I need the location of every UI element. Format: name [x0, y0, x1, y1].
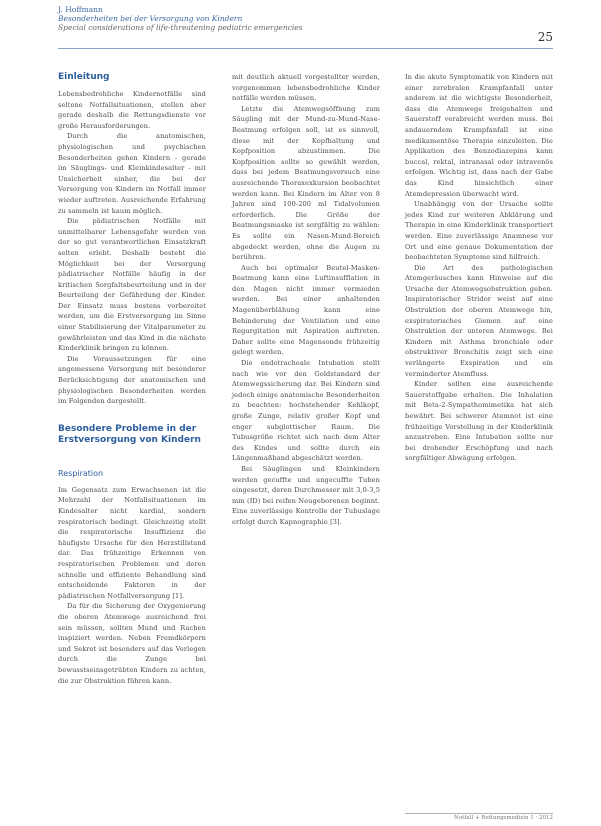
header-subtitle: Special considerations of life-threatening pediatric emergencies [58, 23, 303, 32]
paragraph: Bei Säuglingen und Kleinkindern werden gecuffte und ungecuffte Tuben eingesetzt, deren Durchmesser mit 3,0-3,5 mm (ID) bei reifen Neugeborenen beginnt. Eine zuverlässige Kontrolle der Tubuslage erfolgt durch Kapnographie [3]. [232, 464, 380, 526]
paragraph: Im Gegensatz zum Erwachsenen ist die Mehrzahl der Notfallsituationen im Kindesalter nicht kardial, sondern respiratorisch bedingt. Gleichzeitig stellt die respiratorische Insuffizienz die häufigste Ursache für den Herzstillstand dar. Das frühzeitige Erkennen von respiratorischen Problemen und deren schnelle und effiziente Behandlung sind entscheidende Faktoren in der pädiatrischen Notfallversorgung [1]. [58, 485, 206, 600]
column-2 [232, 72, 380, 528]
paragraph: Auch bei optimaler Beutel-Masken-Beatmung kann eine Luftinsufflation in den Magen nicht immer vermieden werden. Bei einer anhaltenden Magenüberblähung kann eine Behinderung der Ventilation und eine Regurgitation mit Aspiration auftreten. Daher sollte eine Magensonde frühzeitig gelegt werden. [232, 263, 380, 357]
header-divider [58, 48, 553, 49]
subsection-heading-respiration: Respiration [58, 468, 104, 478]
section-heading-intro: Einleitung [58, 72, 110, 82]
journal-footer: Notfall + Rettungsmedizin 1 · 2012 [454, 815, 553, 821]
column-3 [405, 72, 553, 464]
paragraph: Die pädiatrischen Notfälle mit unmittelbarer Lebensgefahr werden von der so gut verantwortlichen Einsatzkraft selten erlebt. Deshalb besteht die Möglichkeit bei der Versorgung pädiatrischer Notfälle häufig in der kritischen Sorgfaltsbeurteilung und in der Beurteilung der Gefährdung der Kinder. Der Einsatz muss bestens vorbereitet werden, um die Erstversorgung im Sinne einer Stabilisierung der Vitalparameter zu gewährleisten und das Kind in die nächste Kinderklinik bringen zu können. [58, 217, 206, 353]
running-header [58, 5, 553, 44]
paragraph: Lebensbedrohliche Kindernotfälle sind seltene Notfallsituationen, stellen aber gerade deshalb die Rettungsdienste vor große Herausforderungen. [58, 90, 206, 130]
spacer [58, 452, 206, 469]
paragraph: Die Voraussetzungen für eine angemessene Versorgung mit besonderer Berücksichtigung der anatomischen und physiologischen Besonderheiten werden im Folgenden dargestellt. [58, 354, 206, 406]
paragraph: In die akute Symptomatik von Kindern mit einer zerebralen Krampfanfall unter anderem ist die wichtigste Besonderheit, dass die Atemwege freigehalten und Sauerstoff verabreicht werden muss. Bei andauerndem Krampfanfall ist eine medikamentöse Therapie einzuleiten. Die Applikation des Benzodiazepins kann buccal, rektal, intranasal oder intravenös erfolgen. Wichtig ist, dass nach der Gabe das Kind hinsichtlich einer Atemdepression überwacht wird. [405, 73, 553, 198]
section-heading-problems: Besondere Probleme in der Erstversorgung von Kindern [58, 423, 201, 445]
page-number: 25 [537, 30, 553, 44]
paragraph: Durch die anatomischen, physiologischen und psychischen Besonderheiten gehen Kindern - gerade im Säuglings- und Kleinkindesalter - mit Unsicherheit einher, die bei der Versorgung von Kindern im Notfall immer wieder auftreten. Ausreichende Erfahrung zu sammeln ist kaum möglich. [58, 132, 206, 215]
paragraph: Da für die Sicherung der Oxygenierung die oberen Atemwege ausreichend frei sein müssen, sollten Mund und Rachen inspiziert werden. Neben Fremdkörpern und Sekret ist besonders auf das Verlegen durch die Zunge bei bewusstseinsgetrübten Kindern zu achten, die zur Obstruktion führen kann. [58, 602, 206, 685]
column-1 [58, 72, 206, 686]
paragraph: Die Art des pathologischen Atemgeräusches kann Hinweise auf die Ursache der Atemwegsobstruktion geben. Inspiratorischer Stridor weist auf eine Obstruktion der oberen Atemwege hin, exspiratorisches Giemen auf eine Obstruktion der unteren Atemwege. Bei Kindern mit Asthma bronchiale oder obstruktiver Bronchitis zeigt sich eine verlängerte Exspiration und ein verminderter Atemfluss. [405, 263, 553, 378]
paragraph: Kinder sollten eine ausreichende Sauerstoffgabe erhalten. Die Inhalation mit Beta-2-Sympathomimetika hat sich bewährt. Bei schwerer Atemnot ist eine frühzeitige Vorstellung in der Kinderklinik anzustreben. Eine Intubation sollte nur bei drohender Erschöpfung und nach sorgfältiger Abwägung erfolgen. [405, 380, 553, 463]
paragraph: Letzte die Atemwegsöffnung zum Säugling mit der Mund-zu-Mund-Nase-Beatmung erfolgen soll, ist es sinnvoll, diese mit der Kopfhaltung und Kopfposition abzustimmen. Die Kopfposition sollte so gewählt werden, dass bei jedem Beatmungsversuch eine ausreichende Thoraxexkursion beobachtet werden kann. Bei Kindern im Alter von 8 Jahren sind 100-200 ml Tidalvolumen erforderlich. Die Größe der Beatmungsmaske ist sorgfältig zu wählen: Es sollte ein Nasen-Mund-Bereich abgedeckt werden, ohne die Augen zu berühren. [232, 104, 380, 262]
footer-divider [405, 813, 553, 814]
paragraph: Die endotracheale Intubation stellt nach wie vor den Goldstandard der Atemwegssicherung dar. Bei Kindern sind jedoch einige anatomische Besonderheiten zu beachten: hochstehender Kehlkopf, große Zunge, relativ großer Kopf und enger subglottischer Raum. Die Tubusgröße richtet sich nach dem Alter des Kindes und sollte durch ein Längenmaßband abgeschätzt werden. [232, 359, 380, 463]
paragraph: mit deutlich aktuell vorgestellter werden, vorgenommen lebensbedrohliche Kinder notfälle werden müssen. [232, 73, 380, 103]
spacer [58, 407, 206, 424]
header-title: Besonderheiten bei der Versorgung von Kindern [58, 14, 243, 23]
paragraph: Unabhängig von der Ursache sollte jedes Kind zur weiteren Abklärung und Therapie in eine Kinderklinik transportiert werden. Eine zuverlässige Anamnese vor Ort und eine genaue Dokumentation der beobachteten Symptome sind hilfreich. [405, 200, 553, 262]
header-author: J. Hoffmann [58, 5, 103, 14]
